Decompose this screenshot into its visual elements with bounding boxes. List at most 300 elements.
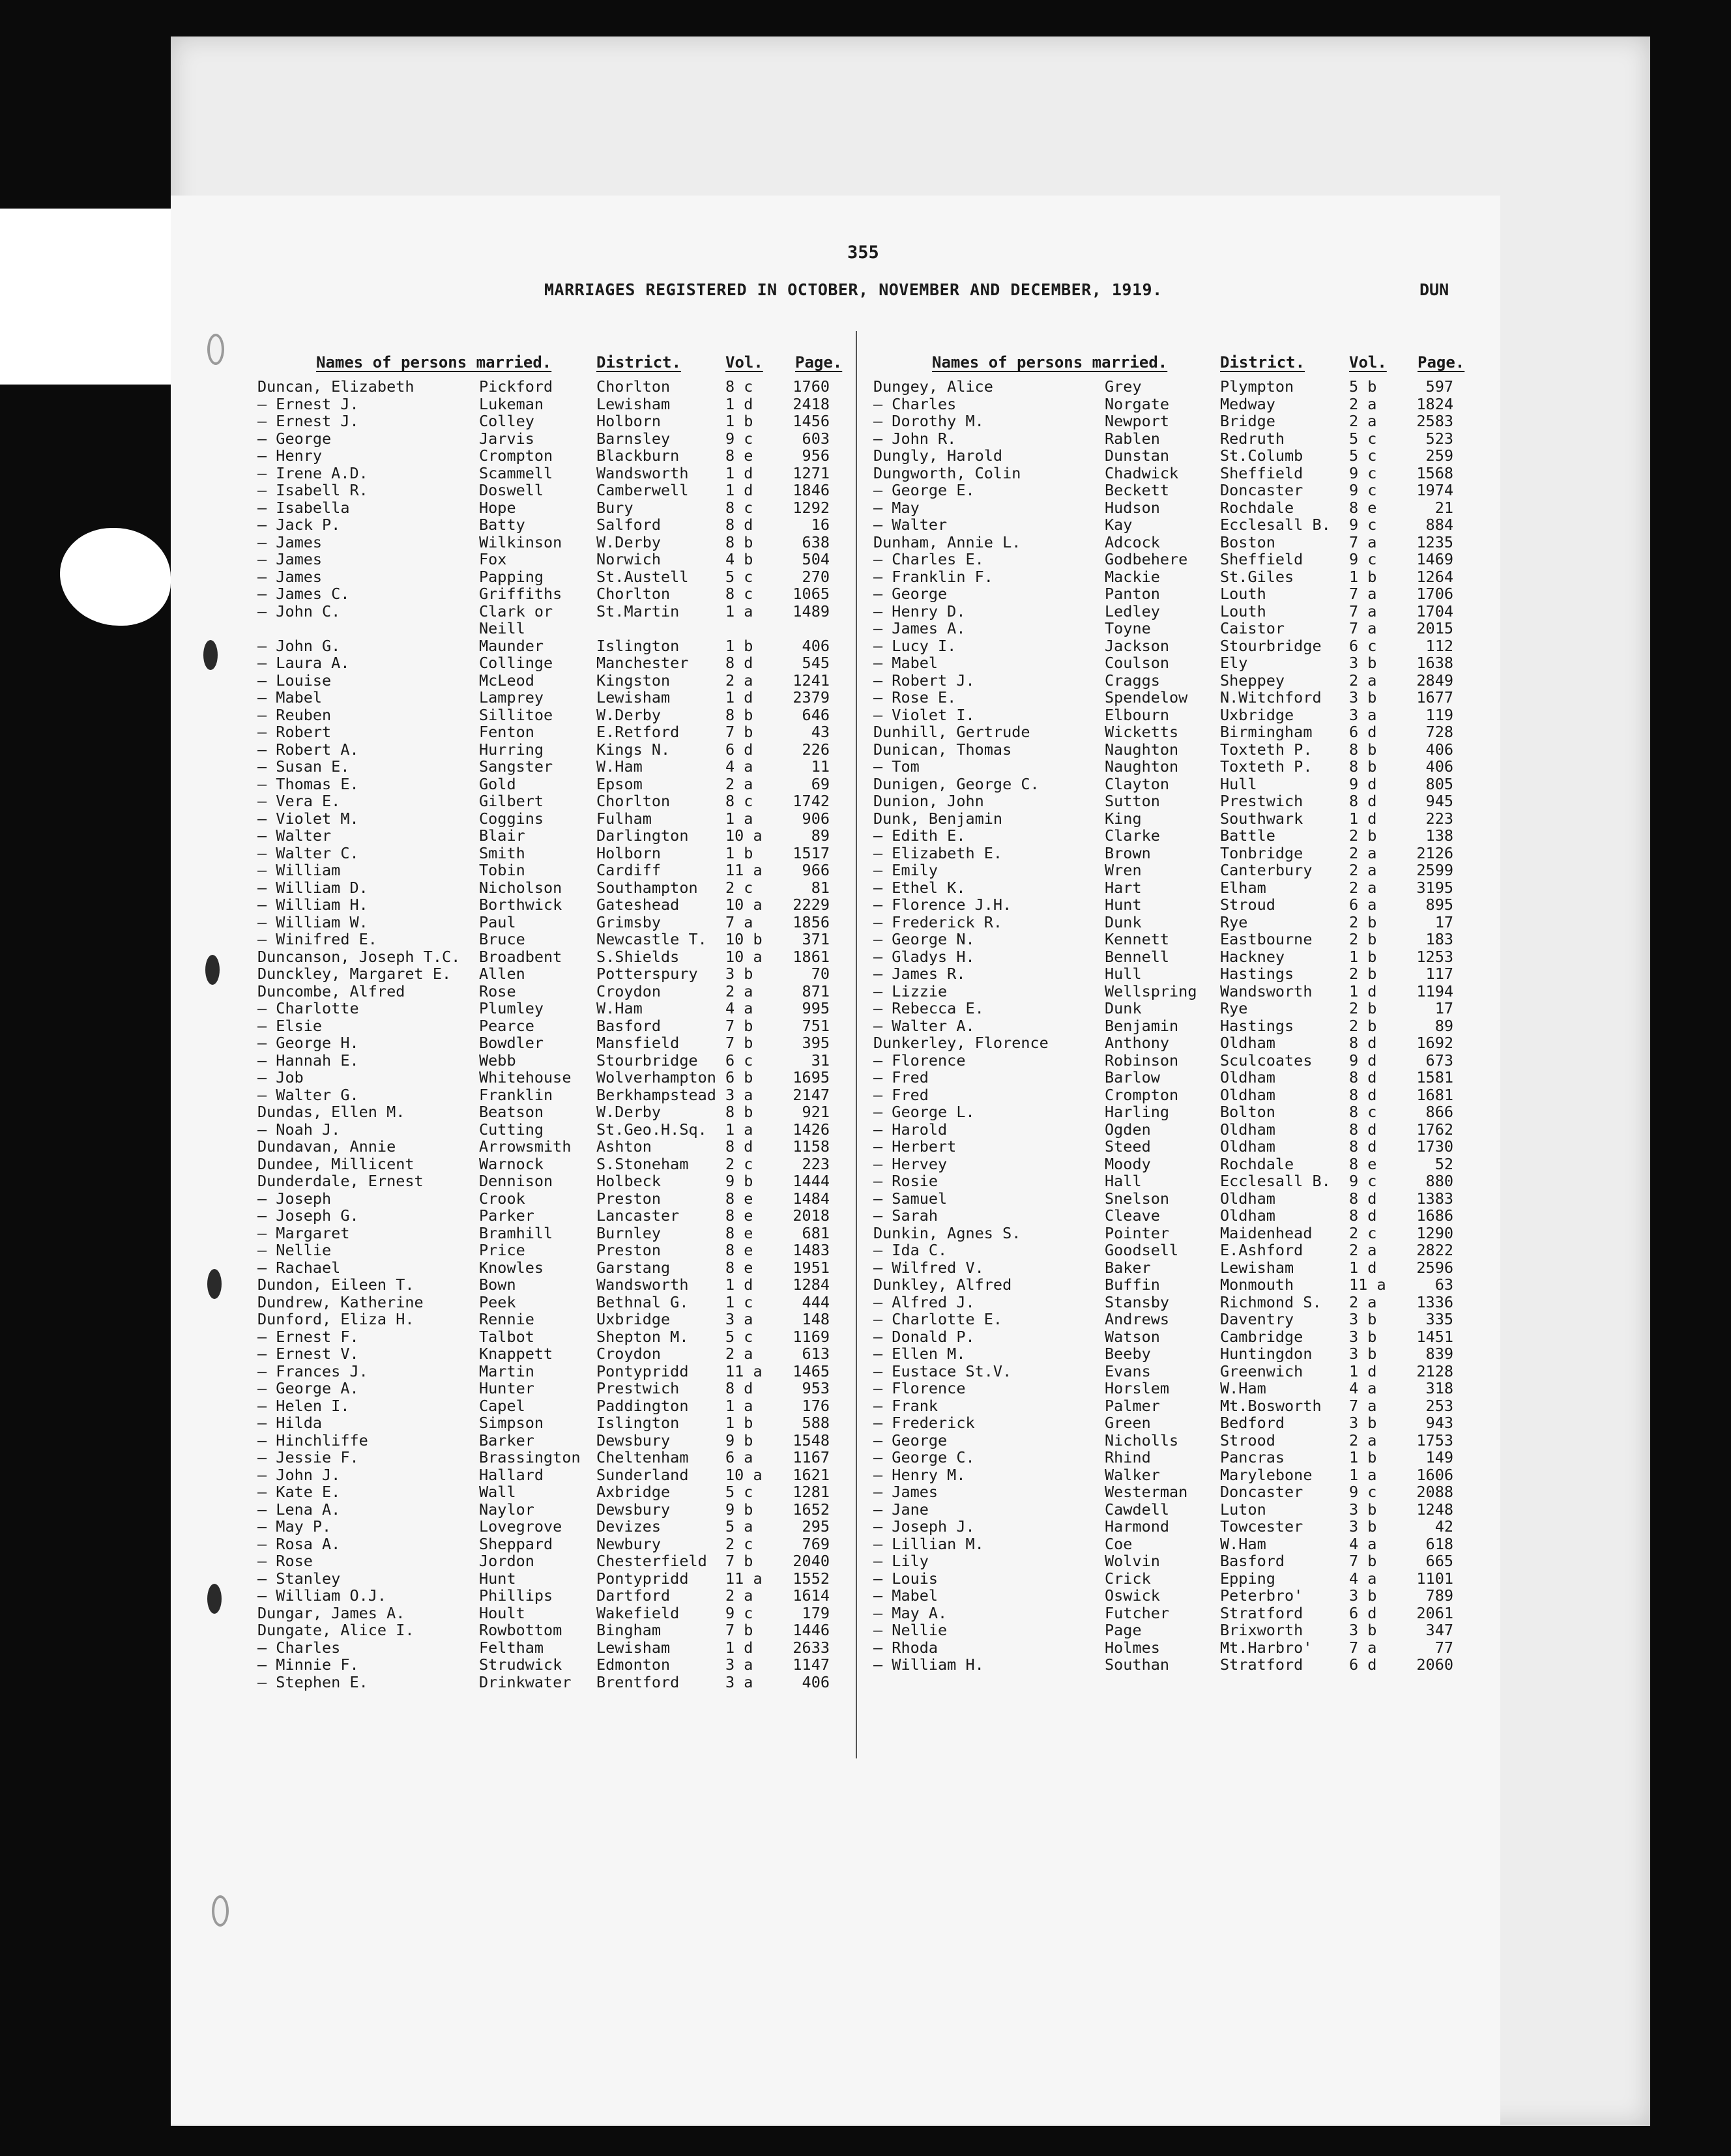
entry-district: St.Columb [1220, 446, 1303, 465]
entry-district: Preston [596, 1189, 662, 1208]
entry-vol: 9 c [1349, 481, 1377, 499]
table-row [257, 1380, 909, 1397]
punch-hole [212, 1895, 229, 1927]
entry-name: — James C. [257, 585, 350, 603]
table-row [257, 672, 909, 690]
entry-vol: 5 c [725, 567, 753, 586]
entry-spouse: Crompton [479, 446, 553, 465]
entry-page: 21 [1434, 498, 1453, 517]
entry-name: — Jack P. [257, 516, 341, 534]
entry-spouse: Pearce [479, 1016, 534, 1035]
entry-spouse: Panton [1105, 585, 1160, 603]
entry-vol: 2 a [1349, 412, 1377, 430]
entry-district: Uxbridge [1220, 705, 1294, 724]
entry-spouse: Blair [479, 826, 525, 845]
entry-spouse: Coggins [479, 809, 544, 828]
table-row [257, 1639, 909, 1657]
table-row [873, 1294, 1525, 1311]
table-row [873, 827, 1525, 845]
entry-district: Battle [1220, 826, 1275, 845]
entry-vol: 7 b [725, 1034, 753, 1052]
entry-page: 112 [1425, 636, 1453, 655]
entry-vol: 2 b [1349, 1016, 1377, 1035]
entry-page: 148 [802, 1310, 830, 1328]
entry-spouse: Borthwick [479, 896, 562, 914]
table-row [257, 603, 909, 620]
entry-spouse: Ogden [1105, 1120, 1151, 1139]
entry-vol: 1 d [1349, 1258, 1377, 1277]
entry-spouse: Arrowsmith [479, 1137, 572, 1156]
entry-page: 1336 [1416, 1292, 1453, 1311]
entry-district: Stourbridge [596, 1051, 698, 1070]
table-row [257, 378, 909, 396]
table-row [257, 1570, 909, 1588]
entry-spouse: Page [1105, 1621, 1142, 1639]
table-row [873, 465, 1525, 482]
table-row [873, 707, 1525, 724]
entry-spouse: Stansby [1105, 1292, 1170, 1311]
entry-vol: 7 a [1349, 602, 1377, 620]
entry-vol: 2 a [1349, 394, 1377, 413]
table-row [873, 482, 1525, 499]
entry-name: — Charles [873, 394, 957, 413]
entry-vol: 8 c [725, 498, 753, 517]
entry-vol: 8 b [725, 1103, 753, 1121]
entry-name: — May [873, 498, 920, 517]
punch-hole [203, 640, 218, 670]
entry-vol: 8 d [1349, 1120, 1377, 1139]
entry-spouse: Crompton [1105, 1085, 1179, 1104]
entry-district: W.Ham [1220, 1534, 1266, 1553]
table-row [873, 1000, 1525, 1017]
entry-spouse: Lamprey [479, 688, 544, 707]
entry-page: 3195 [1416, 878, 1453, 897]
entry-page: 1614 [793, 1586, 830, 1605]
table-row [873, 810, 1525, 828]
entry-vol: 11 a [1349, 1275, 1386, 1294]
table-row [257, 965, 909, 983]
entry-name: — Rose [257, 1552, 313, 1570]
table-row [873, 413, 1525, 430]
entry-name: — Nellie [257, 1241, 332, 1259]
entry-vol: 8 e [1349, 1154, 1377, 1173]
entry-vol: 8 d [1349, 1068, 1377, 1086]
entry-district: Salford [596, 516, 662, 534]
entry-name: — Hinchliffe [257, 1431, 368, 1449]
entry-vol: 4 a [725, 757, 753, 776]
entry-vol: 9 c [1349, 516, 1377, 534]
table-row [257, 1034, 909, 1052]
table-row [873, 1328, 1525, 1346]
entry-spouse: Franklin [479, 1085, 553, 1104]
entry-name: — Walter [873, 516, 948, 534]
entry-name: Dundrew, Katherine [257, 1292, 424, 1311]
entry-district: Sheffield [1220, 463, 1303, 482]
entry-name: — Nellie [873, 1621, 948, 1639]
entry-spouse: Kennett [1105, 930, 1170, 948]
entry-spouse: Rablen [1105, 429, 1160, 448]
entry-name: — George [873, 1431, 948, 1449]
entry-name: Dungly, Harold [873, 446, 1003, 465]
entry-vol: 3 b [1349, 688, 1377, 707]
entry-vol: 3 b [1349, 1586, 1377, 1605]
entry-page: 77 [1434, 1638, 1453, 1657]
table-row [873, 914, 1525, 931]
entry-name: — George A. [257, 1379, 359, 1397]
entry-vol: 8 d [1349, 1085, 1377, 1104]
entry-spouse: Dunk [1105, 999, 1142, 1017]
entry-vol: 8 d [1349, 1189, 1377, 1208]
entry-district: Southwark [1220, 809, 1303, 828]
entry-spouse: Hoult [479, 1603, 525, 1622]
entry-district: Axbridge [596, 1483, 671, 1501]
entry-spouse: Lukeman [479, 394, 544, 413]
entry-name: — Ellen M. [873, 1345, 966, 1363]
entry-vol: 10 b [725, 930, 763, 948]
entry-page: 1264 [1416, 567, 1453, 586]
entry-page: 2822 [1416, 1241, 1453, 1259]
table-row [257, 637, 909, 655]
table-row [873, 741, 1525, 759]
entry-page: 2061 [1416, 1603, 1453, 1622]
entry-spouse: Maunder [479, 636, 544, 655]
entry-page: 2040 [793, 1552, 830, 1570]
entry-district: Oldham [1220, 1034, 1275, 1052]
entry-vol: 8 d [725, 1379, 753, 1397]
entry-district: Hackney [1220, 947, 1285, 966]
entry-spouse: Parker [479, 1206, 534, 1225]
entry-vol: 5 b [1349, 377, 1377, 396]
entry-spouse: Phillips [479, 1586, 553, 1605]
entry-name: — Rebecca E. [873, 999, 984, 1017]
entry-vol: 1 d [725, 688, 753, 707]
table-row [873, 378, 1525, 396]
table-row [257, 1156, 909, 1173]
entry-page: 966 [802, 861, 830, 879]
entry-vol: 2 a [725, 1345, 753, 1363]
entry-page: 2018 [793, 1206, 830, 1225]
entry-page: 1548 [793, 1431, 830, 1449]
entry-spouse: Westerman [1105, 1483, 1188, 1501]
entry-district: Islington [596, 636, 680, 655]
entry-name: — Rose E. [873, 688, 957, 707]
entry-district: Oldham [1220, 1120, 1275, 1139]
entry-page: 921 [802, 1103, 830, 1121]
entry-vol: 7 b [725, 1016, 753, 1035]
right-entries [873, 378, 1525, 1674]
entry-vol: 2 c [725, 878, 753, 897]
entry-page: 2379 [793, 688, 830, 707]
entry-spouse: Broadbent [479, 947, 562, 966]
entry-name: — William [257, 861, 341, 879]
entry-name: — Frank [873, 1396, 938, 1415]
entry-vol: 2 b [1349, 912, 1377, 931]
entry-page: 1167 [793, 1448, 830, 1466]
entry-vol: 10 a [725, 896, 763, 914]
right-column [873, 348, 1525, 1674]
entry-vol: 3 b [1349, 654, 1377, 672]
entry-spouse: Watson [1105, 1327, 1160, 1346]
entry-name: Duncombe, Alfred [257, 982, 405, 1000]
entry-page: 2147 [793, 1085, 830, 1104]
entry-page: 1426 [793, 1120, 830, 1139]
entry-name: — Edith E. [873, 826, 966, 845]
entry-page: 270 [802, 567, 830, 586]
table-row [257, 845, 909, 862]
entry-district: Potterspury [596, 965, 698, 983]
entry-vol: 3 a [725, 1672, 753, 1691]
entry-district: Stourbridge [1220, 636, 1322, 655]
entry-name: Dundavan, Annie [257, 1137, 396, 1156]
entry-name: — Ida C. [873, 1241, 948, 1259]
entry-spouse: Wren [1105, 861, 1142, 879]
entry-vol: 11 a [725, 1569, 763, 1588]
entry-page: 335 [1425, 1310, 1453, 1328]
entry-district: E.Retford [596, 723, 680, 741]
entry-district: Holborn [596, 412, 662, 430]
table-row [257, 430, 909, 448]
entry-vol: 8 c [725, 377, 753, 396]
entry-vol: 5 a [725, 1517, 753, 1536]
table-row [257, 585, 909, 603]
entry-vol: 7 a [725, 912, 753, 931]
entry-name: — Hilda [257, 1414, 323, 1432]
entry-page: 1290 [1416, 1223, 1453, 1242]
entry-name: — John R. [873, 429, 957, 448]
entry-spouse: Papping [479, 567, 544, 586]
entry-vol: 1 d [725, 1638, 753, 1657]
entry-vol: 7 b [725, 1552, 753, 1570]
entry-district: E.Ashford [1220, 1241, 1303, 1259]
entry-vol: 8 d [1349, 1206, 1377, 1225]
entry-name: — Winifred E. [257, 930, 377, 948]
table-row [873, 620, 1525, 637]
entry-name: Dunion, John [873, 792, 984, 810]
entry-spouse: Hudson [1105, 498, 1160, 517]
entry-page: 2596 [1416, 1258, 1453, 1277]
entry-district: Kingston [596, 671, 671, 690]
entry-vol: 8 c [1349, 1103, 1377, 1121]
table-row [257, 1587, 909, 1605]
entry-page: 1638 [1416, 654, 1453, 672]
entry-spouse: Smith [479, 843, 525, 862]
entry-name: — Hervey [873, 1154, 948, 1173]
table-row [873, 1103, 1525, 1121]
entry-district: Gateshead [596, 896, 680, 914]
entry-page: 1846 [793, 481, 830, 499]
entry-page: 1483 [793, 1241, 830, 1259]
entry-spouse: Jarvis [479, 429, 534, 448]
entry-vol: 1 d [725, 394, 753, 413]
entry-page: 176 [802, 1396, 830, 1415]
entry-vol: 8 d [1349, 792, 1377, 810]
table-row [257, 1414, 909, 1432]
entry-name: — Walter [257, 826, 332, 845]
entry-page: 1621 [793, 1465, 830, 1484]
entry-page: 1753 [1416, 1431, 1453, 1449]
entry-district: Hastings [1220, 1016, 1294, 1035]
entry-vol: 8 d [725, 516, 753, 534]
table-row [873, 637, 1525, 655]
entry-vol: 2 a [725, 982, 753, 1000]
entry-page: 11 [811, 757, 830, 776]
entry-page: 371 [802, 930, 830, 948]
entry-district: Mansfield [596, 1034, 680, 1052]
table-row [873, 689, 1525, 707]
table-row [873, 793, 1525, 810]
entry-name: — Ernest V. [257, 1345, 359, 1363]
table-row [873, 1173, 1525, 1190]
entry-vol: 1 b [725, 843, 753, 862]
entry-name: — Lena A. [257, 1500, 341, 1519]
entry-name: — Herbert [873, 1137, 957, 1156]
entry-vol: 2 c [725, 1534, 753, 1553]
table-row [873, 845, 1525, 862]
entry-spouse: Clarke [1105, 826, 1160, 845]
entry-name: — John G. [257, 636, 341, 655]
entry-spouse: McLeod [479, 671, 534, 690]
entry-spouse: Drinkwater [479, 1672, 572, 1691]
entry-district: Strood [1220, 1431, 1275, 1449]
entry-spouse: Griffiths [479, 585, 562, 603]
entry-page: 1235 [1416, 532, 1453, 551]
table-row [257, 1069, 909, 1086]
table-row [257, 1345, 909, 1363]
entry-spouse: Green [1105, 1414, 1151, 1432]
entry-name: — Elizabeth E. [873, 843, 1003, 862]
entry-page: 1692 [1416, 1034, 1453, 1052]
entry-name: — Stanley [257, 1569, 341, 1588]
paper-damage-spot [60, 528, 171, 626]
entry-vol: 8 c [725, 585, 753, 603]
entry-vol: 4 b [725, 550, 753, 568]
table-row [873, 1034, 1525, 1052]
entry-page: 43 [811, 723, 830, 741]
entry-name: — Joseph [257, 1189, 332, 1208]
entry-spouse: Spendelow [1105, 688, 1188, 707]
entry-page: 1706 [1416, 585, 1453, 603]
header-names: Names of persons married. [316, 353, 552, 371]
entry-district: Oldham [1220, 1189, 1275, 1208]
entry-spouse: Strudwick [479, 1655, 562, 1674]
entry-page: 89 [811, 826, 830, 845]
entry-vol: 2 a [1349, 861, 1377, 879]
entry-district: Pancras [1220, 1448, 1285, 1466]
entry-spouse: Barlow [1105, 1068, 1160, 1086]
entry-spouse: Naughton [1105, 740, 1179, 759]
entry-name: — Mabel [873, 1586, 938, 1605]
table-row [257, 1000, 909, 1017]
entry-name: — Jessie F. [257, 1448, 359, 1466]
table-row [257, 1397, 909, 1415]
entry-name: Dunderdale, Ernest [257, 1172, 424, 1190]
table-row [257, 396, 909, 413]
table-row [873, 1052, 1525, 1070]
entry-page: 1158 [793, 1137, 830, 1156]
entry-spouse: Barker [479, 1431, 534, 1449]
entry-page: 69 [811, 774, 830, 793]
entry-district: Bolton [1220, 1103, 1275, 1121]
entry-vol: 3 b [725, 965, 753, 983]
entry-spouse: Warnock [479, 1154, 544, 1173]
entry-vol: 9 c [1349, 550, 1377, 568]
entry-district: Brixworth [1220, 1621, 1303, 1639]
entry-vol: 2 c [725, 1154, 753, 1173]
entry-spouse: Snelson [1105, 1189, 1170, 1208]
entry-vol: 8 b [725, 705, 753, 724]
entry-spouse: Harling [1105, 1103, 1170, 1121]
entry-district: Oldham [1220, 1068, 1275, 1086]
table-row [873, 1069, 1525, 1086]
table-row [257, 1466, 909, 1484]
entry-name: — Lily [873, 1552, 929, 1570]
entry-spouse: Harmond [1105, 1517, 1170, 1536]
entry-name: — Margaret [257, 1223, 350, 1242]
entry-page: 89 [1434, 1016, 1453, 1035]
table-row [873, 1156, 1525, 1173]
entry-page: 295 [802, 1517, 830, 1536]
entry-district: Hastings [1220, 965, 1294, 983]
entry-page: 1760 [793, 377, 830, 396]
entry-district: Mt.Bosworth [1220, 1396, 1322, 1415]
entry-vol: 10 a [725, 1465, 763, 1484]
entry-name: — James [257, 532, 323, 551]
entry-page: 895 [1425, 896, 1453, 914]
entry-vol: 7 b [725, 1621, 753, 1639]
entry-name: — May A. [873, 1603, 948, 1622]
entry-district: Daventry [1220, 1310, 1294, 1328]
entry-district: Basford [1220, 1552, 1285, 1570]
entry-spouse: Fox [479, 550, 507, 568]
entry-vol: 8 d [725, 1137, 753, 1156]
table-row [257, 551, 909, 568]
entry-spouse: Hallard [479, 1465, 544, 1484]
entry-vol: 6 d [1349, 723, 1377, 741]
entry-spouse: Clark or [479, 602, 553, 620]
entry-name: — Joseph J. [873, 1517, 975, 1536]
table-row [257, 1674, 909, 1691]
entry-page: 2126 [1416, 843, 1453, 862]
table-row [257, 1605, 909, 1622]
entry-spouse: Neill [479, 619, 525, 637]
entry-vol: 2 a [1349, 1292, 1377, 1311]
entry-district: W.Ham [596, 757, 643, 776]
entry-spouse: Ledley [1105, 602, 1160, 620]
entry-name: — Job [257, 1068, 304, 1086]
entry-vol: 1 a [725, 1396, 753, 1415]
entry-vol: 3 b [1349, 1345, 1377, 1363]
entry-name: — Kate E. [257, 1483, 341, 1501]
entry-vol: 8 d [1349, 1034, 1377, 1052]
entry-district: Epping [1220, 1569, 1275, 1588]
entry-page: 226 [802, 740, 830, 759]
entry-page: 1253 [1416, 947, 1453, 966]
entry-vol: 9 c [1349, 463, 1377, 482]
entry-name: — Violet M. [257, 809, 359, 828]
entry-name: — Charlotte E. [873, 1310, 1003, 1328]
entry-name: — Alfred J. [873, 1292, 975, 1311]
entry-district: Boston [1220, 532, 1275, 551]
entry-name: — Gladys H. [873, 947, 975, 966]
entry-page: 504 [802, 550, 830, 568]
table-row [873, 948, 1525, 966]
table-row [873, 1225, 1525, 1242]
entry-vol: 2 b [1349, 930, 1377, 948]
entry-vol: 1 a [1349, 1465, 1377, 1484]
punch-hole [207, 1584, 222, 1614]
table-row [257, 1449, 909, 1466]
entry-district: Maidenhead [1220, 1223, 1313, 1242]
